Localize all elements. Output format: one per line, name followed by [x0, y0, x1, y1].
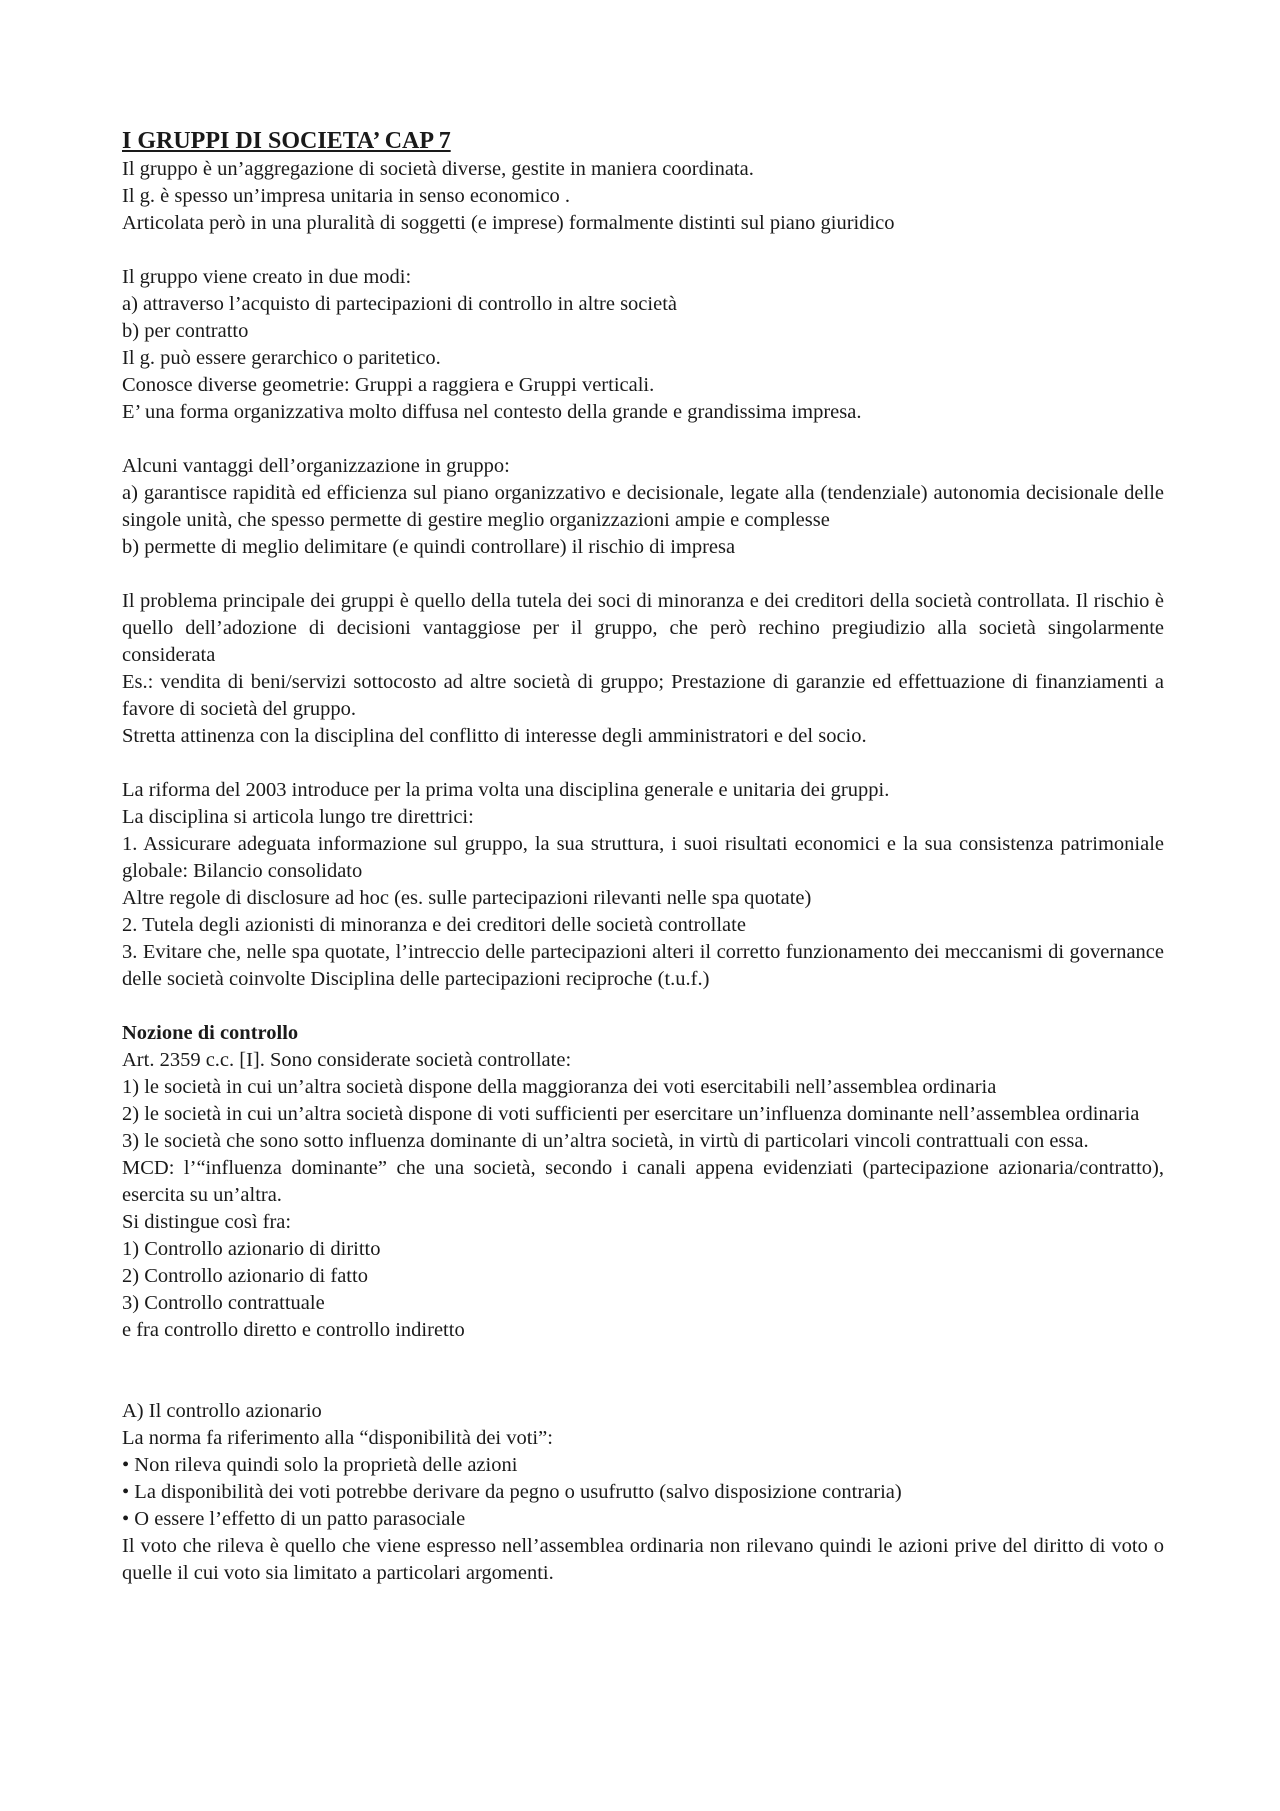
- paragraph: Stretta attinenza con la disciplina del conflitto di interesse degli amministratori e del socio.: [122, 725, 867, 747]
- document-page: [122, 126, 1164, 1587]
- paragraph: e fra controllo diretto e controllo indiretto: [122, 1319, 465, 1341]
- spacer: [122, 237, 1164, 264]
- page-title: I GRUPPI DI SOCIETA’ CAP 7: [122, 128, 451, 154]
- paragraph: E’ una forma organizzativa molto diffusa nel contesto della grande e grandissima impresa.: [122, 401, 862, 423]
- list-item: b) per contratto: [122, 320, 249, 342]
- list-item: 1. Assicurare adeguata informazione sul gruppo, la sua struttura, i suoi risultati economici e la sua consistenza patrimoniale globale: Bilancio consolidato: [122, 833, 1164, 882]
- list-item: 2) Controllo azionario di fatto: [122, 1265, 368, 1287]
- paragraph: Conosce diverse geometrie: Gruppi a raggiera e Gruppi verticali.: [122, 374, 655, 396]
- spacer: [122, 993, 1164, 1020]
- paragraph: Il g. è spesso un’impresa unitaria in senso economico .: [122, 185, 571, 207]
- list-item: 1) Controllo azionario di diritto: [122, 1238, 381, 1260]
- paragraph: La norma fa riferimento alla “disponibilità dei voti”:: [122, 1427, 553, 1449]
- paragraph: Il gruppo viene creato in due modi:: [122, 266, 412, 288]
- paragraph: Es.: vendita di beni/servizi sottocosto ad altre società di gruppo; Prestazione di garanzie ed effettuazione di finanziamenti a favore di società del gruppo.: [122, 671, 1164, 720]
- paragraph: MCD: l’“influenza dominante” che una società, secondo i canali appena evidenziati (partecipazione azionaria/contratto), esercita su un’altra.: [122, 1157, 1164, 1206]
- paragraph: Altre regole di disclosure ad hoc (es. sulle partecipazioni rilevanti nelle spa quotate): [122, 887, 812, 909]
- list-item: 2) le società in cui un’altra società dispone di voti sufficienti per esercitare un’influenza dominante nell’assemblea ordinaria: [122, 1103, 1140, 1125]
- paragraph: La disciplina si articola lungo tre direttrici:: [122, 806, 474, 828]
- bullet-item: • O essere l’effetto di un patto parasociale: [122, 1508, 466, 1530]
- spacer: [122, 750, 1164, 777]
- spacer: [122, 1344, 1164, 1398]
- list-item: 2. Tutela degli azionisti di minoranza e dei creditori delle società controllate: [122, 914, 746, 936]
- bullet-item: • Non rileva quindi solo la proprietà delle azioni: [122, 1454, 518, 1476]
- section-heading: Nozione di controllo: [122, 1022, 299, 1044]
- bullet-item: • La disponibilità dei voti potrebbe derivare da pegno o usufrutto (salvo disposizione contraria): [122, 1481, 902, 1503]
- list-item: b) permette di meglio delimitare (e quindi controllare) il rischio di impresa: [122, 536, 736, 558]
- paragraph: La riforma del 2003 introduce per la prima volta una disciplina generale e unitaria dei gruppi.: [122, 779, 890, 801]
- paragraph: Il gruppo è un’aggregazione di società diverse, gestite in maniera coordinata.: [122, 158, 754, 180]
- paragraph: Il problema principale dei gruppi è quello della tutela dei soci di minoranza e dei creditori della società controllata. Il rischio è quello dell’adozione di decisioni vantaggiose per il gruppo, che però rechino pregiudizio alla società singolarmente considerata: [122, 590, 1164, 666]
- paragraph: Si distingue così fra:: [122, 1211, 292, 1233]
- paragraph: Il voto che rileva è quello che viene espresso nell’assemblea ordinaria non rilevano quindi le azioni prive del diritto di voto o quelle il cui voto sia limitato a particolari argomenti.: [122, 1535, 1164, 1584]
- list-item: 3. Evitare che, nelle spa quotate, l’intreccio delle partecipazioni alteri il corretto funzionamento dei meccanismi di governance delle società coinvolte Disciplina delle partecipazioni reciproche (t.u.f.): [122, 941, 1164, 990]
- list-item: 3) Controllo contrattuale: [122, 1292, 325, 1314]
- paragraph: Alcuni vantaggi dell’organizzazione in gruppo:: [122, 455, 510, 477]
- list-item: 1) le società in cui un’altra società dispone della maggioranza dei voti esercitabili nell’assemblea ordinaria: [122, 1076, 997, 1098]
- list-item: a) garantisce rapidità ed efficienza sul piano organizzativo e decisionale, legate alla (tendenziale) autonomia decisionale delle singole unità, che spesso permette di gestire meglio organizzazioni ampie e complesse: [122, 482, 1164, 531]
- section-heading: A) Il controllo azionario: [122, 1400, 322, 1422]
- paragraph: Il g. può essere gerarchico o paritetico.: [122, 347, 441, 369]
- list-item: a) attraverso l’acquisto di partecipazioni di controllo in altre società: [122, 293, 677, 315]
- list-item: 3) le società che sono sotto influenza dominante di un’altra società, in virtù di particolari vincoli contrattuali con essa.: [122, 1130, 1089, 1152]
- paragraph: Articolata però in una pluralità di soggetti (e imprese) formalmente distinti sul piano giuridico: [122, 212, 895, 234]
- paragraph: Art. 2359 c.c. [I]. Sono considerate società controllate:: [122, 1049, 572, 1071]
- spacer: [122, 561, 1164, 588]
- spacer: [122, 426, 1164, 453]
